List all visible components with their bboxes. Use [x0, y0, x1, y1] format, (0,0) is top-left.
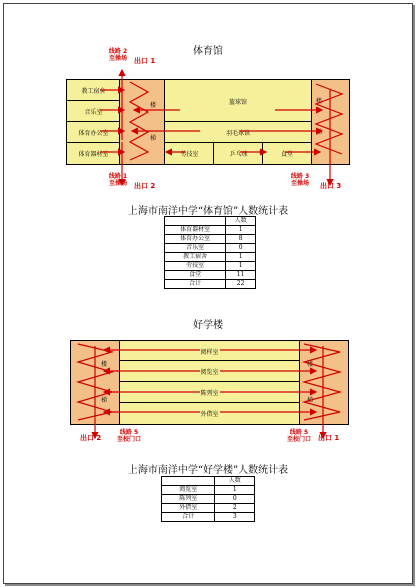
table-cell: 合计 [165, 280, 226, 289]
table-cell: 0 [226, 244, 256, 253]
table-cell: 阅览室 [162, 486, 215, 495]
gym-title: 体育馆 [193, 46, 223, 57]
haoxue-table-title: 上海市南洋中学“好学楼”人数统计表 [127, 465, 289, 476]
basketball-hall: 篮球馆 [164, 79, 312, 123]
stair-label: 梯 [150, 135, 157, 142]
table-cell: 22 [226, 280, 256, 289]
haoxue-room: 阅样室 [119, 340, 300, 362]
gym-room: 教工宿舍 [66, 79, 121, 102]
gym-room: 劳技室 [164, 142, 215, 165]
route-name: 线路 5 [289, 429, 309, 436]
table-header-cell: 人数 [215, 477, 255, 486]
haoxue-room: 外借室 [119, 402, 300, 425]
gym-room: 食堂 [262, 142, 312, 165]
haoxue-room: 阅览室 [119, 360, 300, 383]
route-name: 线路 3 [290, 173, 310, 180]
table-cell: 教工宿舍 [165, 253, 226, 262]
stair-label: 楼 [150, 102, 157, 109]
stair-zigzag [130, 82, 148, 160]
table-cell: 2 [215, 504, 255, 513]
table-cell: 1 [226, 262, 256, 271]
table-header-cell: 人数 [226, 217, 256, 226]
route-name: 线路 2 [108, 48, 128, 55]
exit-label: 出口 3 [320, 182, 342, 190]
exit-label: 出口 2 [134, 182, 156, 190]
gym-room: 体育器材室 [66, 142, 121, 165]
stair-label: 楼 [307, 361, 314, 368]
stair-label: 楼 [101, 361, 108, 368]
table-cell: 1 [215, 486, 255, 495]
table-cell: 劳技室 [165, 262, 226, 271]
table-cell: 11 [226, 271, 256, 280]
gym-room: 乒乓球 [213, 142, 264, 165]
table-cell: 8 [226, 235, 256, 244]
table-cell: 1 [226, 226, 256, 235]
route-name: 线路 1 [108, 173, 128, 180]
table-cell: 1 [226, 253, 256, 262]
stair-label: 梯 [101, 397, 108, 404]
table-cell: 食堂 [165, 271, 226, 280]
route-dest: 至校门口 [286, 436, 311, 443]
table-cell: 0 [215, 495, 255, 504]
route-dest: 至操场 [290, 180, 309, 187]
route-dest: 至操场 [108, 180, 127, 187]
gym-room: 音乐室 [66, 100, 121, 123]
haoxue-title: 好学楼 [193, 320, 223, 331]
badminton-hall: 羽毛球馆 [164, 121, 312, 144]
exit-label: 出口 2 [80, 434, 102, 442]
stair-label: 梯 [316, 129, 323, 136]
table-cell: 3 [215, 513, 255, 522]
gym-room: 体育办公室 [66, 121, 121, 144]
gym-table-title: 上海市南洋中学“体育馆”人数统计表 [127, 206, 289, 217]
stair-label: 楼 [316, 98, 323, 105]
table-cell: 体育办公室 [165, 235, 226, 244]
stair-label: 梯 [307, 397, 314, 404]
route-dest: 至操场 [108, 55, 127, 62]
exit-label: 出口 1 [318, 434, 340, 442]
table-cell: 体育器材室 [165, 226, 226, 235]
route-name: 线路 5 [119, 429, 139, 436]
route-dest: 至校门口 [116, 436, 141, 443]
table-cell: 合计 [162, 513, 215, 522]
table-cell: 音乐室 [165, 244, 226, 253]
exit-label: 出口 1 [134, 57, 156, 65]
haoxue-room: 陈列室 [119, 381, 300, 404]
table-cell: 外借室 [162, 504, 215, 513]
table-cell: 陈列室 [162, 495, 215, 504]
stair-zigzag [316, 84, 342, 154]
